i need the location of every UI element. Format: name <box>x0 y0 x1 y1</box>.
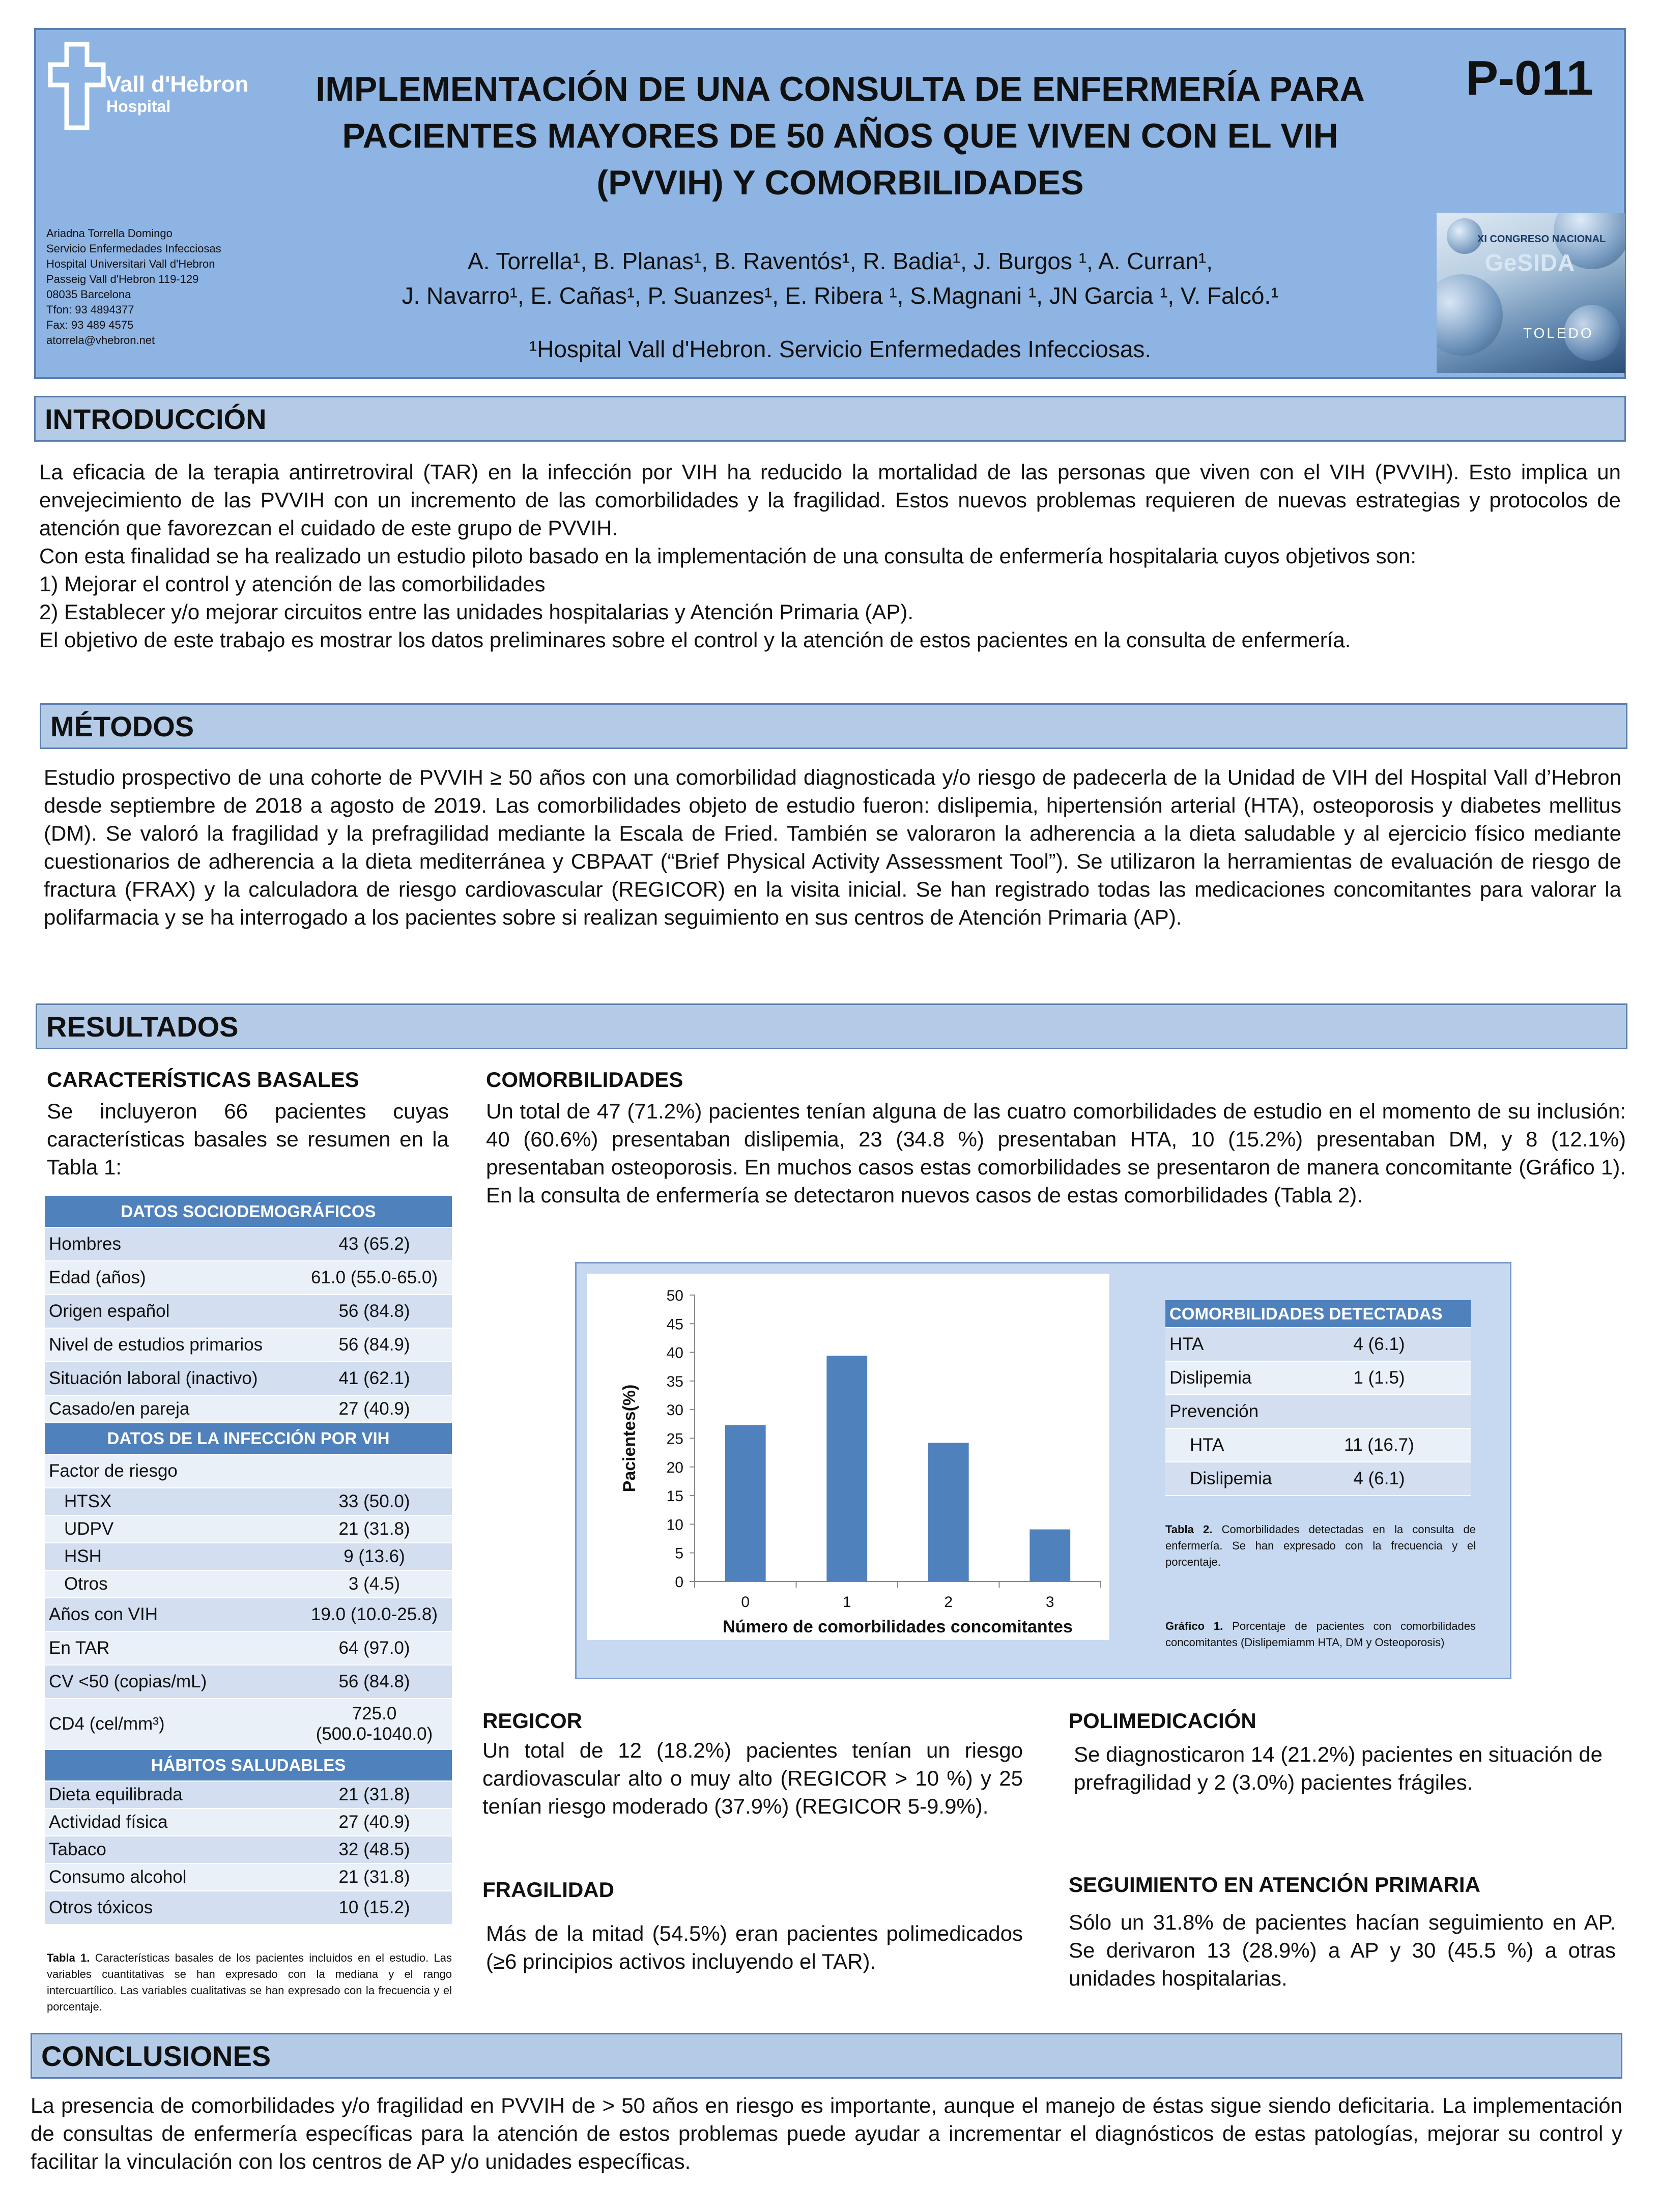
table-row <box>45 1570 452 1598</box>
y-tick-label: 5 <box>675 1545 683 1562</box>
row-label: Años con VIH <box>45 1598 297 1631</box>
row-value: 64 (97.0) <box>297 1631 452 1665</box>
row-label: En TAR <box>45 1631 297 1665</box>
row-value: 21 (31.8) <box>297 1863 452 1891</box>
row-value: 21 (31.8) <box>297 1781 452 1808</box>
section-heading-methods: MÉTODOS <box>40 703 1627 749</box>
hospital-logo <box>46 40 260 142</box>
caption-text: Características basales de los pacientes incluidos en el estudio. Las variables cuantitativas se han expresado con la mediana y el rango intercuartílico. Las variables cualitativas se han expresado con la frecuencia y el porcentaje. <box>47 1951 452 2013</box>
table-row <box>45 1488 452 1515</box>
title-line: (PVVIH) Y COMORBILIDADES <box>596 163 1084 202</box>
contact-line: Passeig Vall d'Hebron 119-129 <box>46 273 199 285</box>
table-2-header: COMORBILIDADES DETECTADAS <box>1165 1300 1471 1328</box>
affiliation: ¹Hospital Vall d'Hebron. Servicio Enfermedades Infecciosas. <box>529 336 1152 362</box>
row-label: HTA <box>1165 1428 1288 1462</box>
row-value: 33 (50.0) <box>297 1488 452 1515</box>
table-2-caption <box>1165 1521 1476 1570</box>
contact-line: Servicio Enfermedades Infecciosas <box>46 242 221 255</box>
row-label: Prevención <box>1165 1395 1288 1428</box>
row-label: UDPV <box>45 1515 297 1543</box>
table-row <box>45 1891 452 1924</box>
row-value: 32 (48.5) <box>297 1836 452 1863</box>
table-row <box>45 1836 452 1863</box>
row-value: 43 (65.2) <box>297 1227 452 1261</box>
row-label: Situación laboral (inactivo) <box>45 1362 297 1395</box>
caption-label: Gráfico 1. <box>1165 1620 1223 1632</box>
row-label: HSH <box>45 1543 297 1570</box>
table-row <box>45 1665 452 1699</box>
table-row <box>45 1515 452 1543</box>
y-tick-label: 40 <box>666 1344 683 1362</box>
table-2 <box>1165 1300 1471 1496</box>
caption-text: Porcentaje de pacientes con comorbilidades concomitantes (Dislipemiamm HTA, DM y Osteoporosis) <box>1165 1620 1476 1649</box>
table-row <box>45 1362 452 1395</box>
table-row <box>45 1295 452 1328</box>
authors <box>270 244 1410 313</box>
row-label: Origen español <box>45 1295 297 1328</box>
regicor-title: REGICOR <box>482 1709 583 1733</box>
table-1 <box>45 1196 452 1925</box>
row-value: 19.0 (10.0-25.8) <box>297 1598 452 1631</box>
comorb-title: COMORBILIDADES <box>486 1068 683 1091</box>
row-label: CV <50 (copias/mL) <box>45 1665 297 1699</box>
bar <box>725 1425 766 1582</box>
row-value <box>297 1699 452 1749</box>
y-axis-label: Pacientes(%) <box>620 1384 639 1492</box>
table-row <box>1165 1361 1471 1395</box>
row-value: 56 (84.9) <box>297 1328 452 1362</box>
row-value: 61.0 (55.0-65.0) <box>297 1261 452 1295</box>
row-label: CD4 (cel/mm³) <box>45 1699 297 1749</box>
caption-label: Tabla 2. <box>1165 1523 1213 1536</box>
row-value: 9 (13.6) <box>297 1543 452 1570</box>
x-tick-label: 3 <box>1045 1594 1054 1611</box>
row-label: Otros tóxicos <box>45 1891 297 1924</box>
y-tick-label: 30 <box>666 1402 683 1419</box>
row-label: HTSX <box>45 1488 297 1515</box>
title-line: IMPLEMENTACIÓN DE UNA CONSULTA DE ENFERMERÍA PARA <box>316 70 1365 108</box>
section-heading-conclusions: CONCLUSIONES <box>31 2033 1622 2079</box>
bar <box>1029 1530 1070 1582</box>
intro-paragraph: Con esta finalidad se ha realizado un estudio piloto basado en la implementación de una consulta de enfermería hospitalaria cuyos objetivos son: <box>39 544 1417 568</box>
y-tick-label: 15 <box>666 1488 683 1505</box>
table-row <box>1165 1395 1471 1428</box>
congress-edition: XI CONGRESO NACIONAL <box>1477 234 1606 245</box>
table-row <box>45 1454 452 1488</box>
logo-name: Vall d'Hebron <box>106 72 249 97</box>
comorb-text: Un total de 47 (71.2%) pacientes tenían alguna de las cuatro comorbilidades de estudio en el momento de su inclusión: 40 (60.6%) presentaban dislipemia, 23 (34.8 %) presentaban HTA, 10 (15.2%) presentaban DM, y 8 (12.1%) presentaban osteoporosis. En muchos casos estas comorbilidades se presentaron de manera concomitante (Gráfico 1). En la consulta de enfermería se detectaron nuevos casos de estas comorbilidades (Tabla 2). <box>486 1099 1626 1207</box>
title-line: PACIENTES MAYORES DE 50 AÑOS QUE VIVEN CON EL VIH <box>342 117 1338 155</box>
table-1-caption <box>47 1950 452 2015</box>
ap-title: SEGUIMIENTO EN ATENCIÓN PRIMARIA <box>1069 1873 1480 1897</box>
section-heading-results: RESULTADOS <box>36 1003 1627 1049</box>
table-row <box>45 1598 452 1631</box>
row-value: 41 (62.1) <box>297 1362 452 1395</box>
ap-text: Sólo un 31.8% de pacientes hacían seguimiento en AP. Se derivaron 13 (28.9%) a AP y 30 (45.5 %) a otras unidades hospitalarias. <box>1069 1910 1616 1990</box>
graph-caption <box>1165 1618 1476 1651</box>
row-label: Dislipemia <box>1165 1462 1288 1496</box>
row-label: Nivel de estudios primarios <box>45 1328 297 1362</box>
logo-sub: Hospital <box>106 97 171 116</box>
x-axis-label: Número de comorbilidades concomitantes <box>723 1617 1073 1636</box>
y-tick-label: 35 <box>666 1373 683 1390</box>
congress-city: TOLEDO <box>1523 325 1594 341</box>
table-row <box>45 1863 452 1891</box>
table-row <box>45 1699 452 1749</box>
intro-paragraph: La eficacia de la terapia antirretroviral (TAR) en la infección por VIH ha reducido la mortalidad de las personas que viven con el VIH (PVVIH). Esto implica un envejecimiento de las PVVIH con un incremento de las comorbilidades y la fragilidad. Estos nuevos problemas requieren de nuevas estrategias y protocolos de atención que favorezcan el cuidado de este grupo de PVVIH. <box>39 460 1621 540</box>
intro-text <box>39 458 1621 654</box>
row-label: Dieta equilibrada <box>45 1781 297 1808</box>
regicor-text: Un total de 12 (18.2%) pacientes tenían un riesgo cardiovascular alto o muy alto (REGICOR > 10 %) y 25 tenían riesgo moderado (37.9%) (REGICOR 5-9.9%). <box>482 1738 1023 1818</box>
y-tick-label: 0 <box>675 1574 683 1591</box>
table-row <box>45 1543 452 1570</box>
bar-chart <box>587 1274 1109 1640</box>
contact-info <box>46 226 221 348</box>
authors-line: J. Navarro¹, E. Cañas¹, P. Suanzes¹, E. Ribera ¹, S.Magnani ¹, JN Garcia ¹, V. Falcó.¹ <box>402 282 1279 309</box>
row-value: 21 (31.8) <box>297 1515 452 1543</box>
table-row <box>45 1227 452 1261</box>
row-value: 56 (84.8) <box>297 1295 452 1328</box>
table-row <box>45 1395 452 1423</box>
contact-line: Fax: 93 489 4575 <box>46 319 134 331</box>
cd4-median: 725.0 <box>352 1704 397 1723</box>
section-heading-intro: INTRODUCCIÓN <box>34 396 1626 442</box>
y-tick-label: 50 <box>666 1287 683 1304</box>
y-tick-label: 45 <box>666 1316 683 1333</box>
table-row <box>1165 1462 1471 1496</box>
polimed-text: Se diagnosticaron 14 (21.2%) pacientes en situación de prefragilidad y 2 (3.0%) pacientes frágiles. <box>1074 1742 1603 1794</box>
row-label: Factor de riesgo <box>45 1454 452 1488</box>
poster-title <box>270 66 1410 206</box>
authors-line: A. Torrella¹, B. Planas¹, B. Raventós¹, R. Badia¹, J. Burgos ¹, A. Curran¹, <box>467 248 1213 274</box>
table-row <box>45 1781 452 1808</box>
row-label: Hombres <box>45 1227 297 1261</box>
row-value: 11 (16.7) <box>1288 1428 1471 1462</box>
contact-line: atorrela@vhebron.net <box>46 334 155 347</box>
row-value: 56 (84.8) <box>297 1665 452 1699</box>
basal-text: Se incluyeron 66 pacientes cuyas características basales se resumen en la Tabla 1: <box>47 1099 449 1179</box>
row-label: Otros <box>45 1570 297 1598</box>
congress-logo <box>1437 213 1625 373</box>
x-tick-label: 2 <box>944 1594 953 1611</box>
row-label: Dislipemia <box>1165 1361 1288 1395</box>
table-row <box>45 1631 452 1665</box>
contact-line: Tfon: 93 4894377 <box>46 303 134 316</box>
table-1-header-socio: DATOS SOCIODEMOGRÁFICOS <box>45 1196 452 1227</box>
poster-id: P-011 <box>1466 51 1593 105</box>
fragilidad-text: Más de la mitad (54.5%) eran pacientes polimedicados (≥6 principios activos incluyendo el TAR). <box>486 1921 1023 1973</box>
y-tick-label: 20 <box>666 1459 683 1476</box>
row-label: HTA <box>1165 1328 1288 1361</box>
contact-line: Ariadna Torrella Domingo <box>46 227 173 240</box>
row-value: 4 (6.1) <box>1288 1328 1471 1361</box>
row-label: Edad (años) <box>45 1261 297 1295</box>
caption-label: Tabla 1. <box>47 1951 90 1964</box>
x-tick-label: 0 <box>741 1594 750 1611</box>
row-value: 27 (40.9) <box>297 1395 452 1423</box>
y-tick-label: 25 <box>666 1430 683 1448</box>
table-1-header-habits: HÁBITOS SALUDABLES <box>45 1749 452 1781</box>
intro-list-item: 1) Mejorar el control y atención de las comorbilidades <box>39 572 546 596</box>
row-value: 27 (40.9) <box>297 1808 452 1836</box>
cd4-range: (500.0-1040.0) <box>316 1724 433 1744</box>
bar <box>928 1443 969 1582</box>
basal-title: CARACTERÍSTICAS BASALES <box>47 1068 359 1091</box>
row-label: Casado/en pareja <box>45 1395 297 1423</box>
row-label: Tabaco <box>45 1836 297 1863</box>
row-value <box>1288 1395 1471 1428</box>
conclusions-text: La presencia de comorbilidades y/o fragilidad en PVVIH de > 50 años en riesgo es importante, aunque el manejo de éstas sigue siendo deficitaria. La implementación de consultas de enfermería específicas para la atención de estos problemas puede ayudar a incrementar el diagnósticos de estas patologías, mejorar su control y facilitar la vinculación con los centros de AP y/o unidades específicas. <box>31 2093 1622 2173</box>
poster-header <box>34 28 1626 379</box>
bar <box>826 1356 867 1582</box>
polimed-title: POLIMEDICACIÓN <box>1069 1709 1256 1733</box>
fragilidad-title: FRAGILIDAD <box>482 1878 614 1902</box>
table-row <box>45 1328 452 1362</box>
row-value: 4 (6.1) <box>1288 1462 1471 1496</box>
row-label: Actividad física <box>45 1808 297 1836</box>
table-row <box>1165 1328 1471 1361</box>
intro-paragraph: El objetivo de este trabajo es mostrar los datos preliminares sobre el control y la atención de estos pacientes en la consulta de enfermería. <box>39 628 1351 652</box>
table-row <box>1165 1428 1471 1462</box>
hospital-cross-icon <box>46 40 107 132</box>
x-tick-label: 1 <box>842 1594 851 1611</box>
congress-name: GeSIDA <box>1485 249 1576 276</box>
row-value: 1 (1.5) <box>1288 1361 1471 1395</box>
y-tick-label: 10 <box>666 1516 683 1534</box>
row-value: 10 (15.2) <box>297 1891 452 1924</box>
intro-list-item: 2) Establecer y/o mejorar circuitos entre las unidades hospitalarias y Atención Primaria (AP). <box>39 600 914 624</box>
table-row <box>45 1808 452 1836</box>
table-row <box>45 1261 452 1295</box>
row-label: Consumo alcohol <box>45 1863 297 1891</box>
row-value: 3 (4.5) <box>297 1570 452 1598</box>
methods-text: Estudio prospectivo de una cohorte de PVVIH ≥ 50 años con una comorbilidad diagnosticada y/o riesgo de padecerla de la Unidad de VIH del Hospital Vall d’Hebron desde septiembre de 2018 a agosto de 2019. Las comorbilidades objeto de estudio fueron: dislipemia, hipertensión arterial (HTA), osteoporosis y diabetes mellitus (DM). Se valoró la fragilidad y la prefragilidad mediante la Escala de Fried. También se valoraron la adherencia a la dieta saludable y al ejercicio físico mediante cuestionarios de adherencia a la dieta mediterránea y CBPAAT (“Brief Physical Activity Assessment Tool”). Se utilizaron la herramientas de evaluación de riesgo de fractura (FRAX) y la calculadora de riesgo cardiovascular (REGICOR) en la visita inicial. Se han registrado todas las medicaciones concomitantes para valorar la polifarmacia y se ha interrogado a los pacientes sobre si realizan seguimiento en sus centros de Atención Primaria (AP). <box>44 765 1621 929</box>
contact-line: Hospital Universitari Vall d'Hebron <box>46 257 215 270</box>
caption-text: Comorbilidades detectadas en la consulta de enfermería. Se han expresado con la frecuencia y el porcentaje. <box>1165 1523 1476 1568</box>
contact-line: 08035 Barcelona <box>46 288 131 301</box>
table-1-header-infec: DATOS DE LA INFECCIÓN POR VIH <box>45 1423 452 1454</box>
